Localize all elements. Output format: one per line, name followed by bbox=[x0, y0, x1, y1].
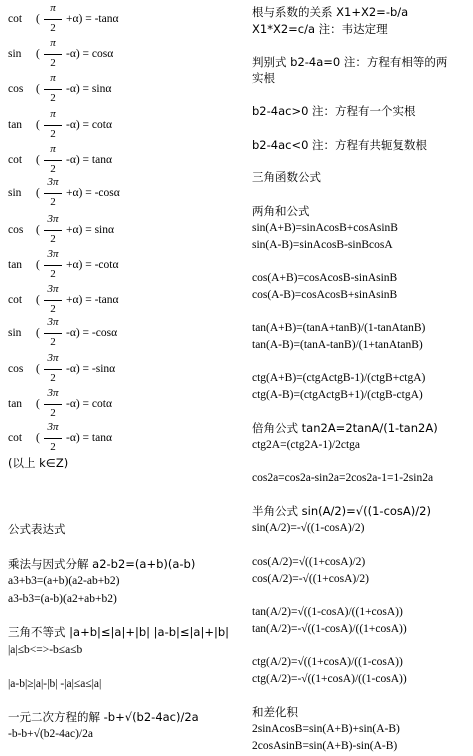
fraction-numerator: 3π bbox=[47, 248, 59, 260]
formula-line: -b-b+√(b2-4ac)/2a bbox=[8, 728, 93, 740]
fraction-numerator: 3π bbox=[47, 283, 59, 295]
formula-line: sin(A/2)=-√((1-cosA)/2) bbox=[252, 522, 365, 534]
fraction bbox=[42, 421, 64, 457]
fraction-bar bbox=[44, 265, 62, 266]
function-name: cot bbox=[8, 13, 23, 25]
fraction bbox=[42, 283, 64, 319]
formula-line: 一元二次方程的解 -b+√(b2-4ac)/2a bbox=[8, 710, 199, 724]
section-heading-sum-to-product: 和差化积 bbox=[252, 705, 298, 719]
section-heading-double: 倍角公式 tan2A=2tanA/(1-tan2A) bbox=[252, 421, 438, 435]
open-paren: ( bbox=[36, 224, 40, 236]
fraction bbox=[42, 387, 64, 423]
open-paren: ( bbox=[36, 83, 40, 95]
open-paren: ( bbox=[36, 119, 40, 131]
formula-result: +α) = -cosα bbox=[66, 187, 120, 199]
formula-result: -α) = -sinα bbox=[66, 363, 116, 375]
formula-result: -α) = cosα bbox=[66, 48, 114, 60]
fraction bbox=[42, 2, 64, 38]
open-paren: ( bbox=[36, 398, 40, 410]
fraction-denominator: 2 bbox=[50, 268, 56, 280]
open-paren: ( bbox=[36, 154, 40, 166]
formula-line: ctg(A/2)=√((1+cosA)/((1-cosA)) bbox=[252, 656, 403, 668]
formula-line: tan(A-B)=(tanA-tanB)/(1+tanAtanB) bbox=[252, 339, 423, 351]
fraction-bar bbox=[44, 300, 62, 301]
open-paren: ( bbox=[36, 259, 40, 271]
formula-line: ctg(A/2)=-√((1+cosA)/((1-cosA)) bbox=[252, 673, 407, 685]
fraction bbox=[42, 72, 64, 108]
fraction-bar bbox=[44, 369, 62, 370]
formula-line: cos(A+B)=cosAcosB-sinAsinB bbox=[252, 272, 398, 284]
formula-line: a3+b3=(a+b)(a2-ab+b2) bbox=[8, 575, 120, 587]
formula-line: ctg2A=(ctg2A-1)/2ctga bbox=[252, 439, 361, 451]
formula-line: tan(A/2)=-√((1-cosA)/((1+cosA)) bbox=[252, 623, 407, 635]
open-paren: ( bbox=[36, 187, 40, 199]
formula-line: a3-b3=(a-b)(a2+ab+b2) bbox=[8, 593, 117, 605]
open-paren: ( bbox=[36, 432, 40, 444]
open-paren: ( bbox=[36, 48, 40, 60]
fraction-numerator: π bbox=[50, 143, 56, 155]
fraction-denominator: 2 bbox=[50, 233, 56, 245]
formula-result: -α) = cotα bbox=[66, 398, 112, 410]
fraction bbox=[42, 316, 64, 352]
open-paren: ( bbox=[36, 327, 40, 339]
formula-line: sin(A+B)=sinAcosB+cosAsinB bbox=[252, 222, 398, 234]
fraction bbox=[42, 143, 64, 179]
formula-line: b2-4ac<0 注：方程有共轭复数根 bbox=[252, 138, 428, 152]
open-paren: ( bbox=[36, 294, 40, 306]
function-name: cot bbox=[8, 432, 23, 444]
fraction-numerator: π bbox=[50, 108, 56, 120]
fraction-denominator: 2 bbox=[50, 303, 56, 315]
formula-line: 2cosAsinB=sin(A+B)-sin(A-B) bbox=[252, 740, 398, 752]
fraction bbox=[42, 248, 64, 284]
formula-result: +α) = -cotα bbox=[66, 259, 119, 271]
fraction-denominator: 2 bbox=[50, 336, 56, 348]
formula-result: +α) = sinα bbox=[66, 224, 115, 236]
fraction-numerator: π bbox=[50, 37, 56, 49]
formula-result: -α) = tanα bbox=[66, 432, 112, 444]
formula-line: 2sinAcosB=sin(A+B)+sin(A-B) bbox=[252, 723, 400, 735]
function-name: tan bbox=[8, 259, 23, 271]
fraction-numerator: 3π bbox=[47, 421, 59, 433]
fraction-bar bbox=[44, 230, 62, 231]
fraction-bar bbox=[44, 193, 62, 194]
k-note: (以上 k∈Z) bbox=[8, 456, 69, 470]
open-paren: ( bbox=[36, 363, 40, 375]
fraction-numerator: 3π bbox=[47, 213, 59, 225]
fraction bbox=[42, 108, 64, 144]
fraction-numerator: 3π bbox=[47, 316, 59, 328]
function-name: cot bbox=[8, 154, 23, 166]
fraction-numerator: π bbox=[50, 72, 56, 84]
formula-line: 乘法与因式分解 a2-b2=(a+b)(a-b) bbox=[8, 557, 196, 571]
fraction-denominator: 2 bbox=[50, 196, 56, 208]
formula-line: cos(A/2)=√((1+cosA)/2) bbox=[252, 556, 366, 568]
function-name: tan bbox=[8, 398, 23, 410]
formula-line: 根与系数的关系 X1+X2=-b/a bbox=[252, 5, 409, 19]
formula-result: +α) = -tanα bbox=[66, 294, 119, 306]
formula-line: ctg(A+B)=(ctgActgB-1)/(ctgB+ctgA) bbox=[252, 372, 426, 384]
fraction-denominator: 2 bbox=[50, 163, 56, 175]
formula-line: cos(A/2)=-√((1+cosA)/2) bbox=[252, 573, 369, 585]
open-paren: ( bbox=[36, 13, 40, 25]
formula-line: X1*X2=c/a 注：韦达定理 bbox=[252, 22, 388, 36]
fraction-denominator: 2 bbox=[50, 92, 56, 104]
fraction bbox=[42, 37, 64, 73]
section-heading-formulas: 公式表达式 bbox=[8, 522, 66, 536]
fraction-denominator: 2 bbox=[50, 128, 56, 140]
fraction-numerator: 3π bbox=[47, 352, 59, 364]
fraction-bar bbox=[44, 125, 62, 126]
fraction-bar bbox=[44, 19, 62, 20]
function-name: sin bbox=[8, 327, 22, 339]
fraction-denominator: 2 bbox=[50, 407, 56, 419]
section-heading-trig: 三角函数公式 bbox=[252, 170, 321, 184]
fraction-denominator: 2 bbox=[50, 372, 56, 384]
fraction-bar bbox=[44, 404, 62, 405]
formula-line: |a-b|≥|a|-|b| -|a|≤a≤|a| bbox=[8, 678, 102, 690]
formula-line: |a|≤b<=>-b≤a≤b bbox=[8, 644, 83, 656]
formula-line: sin(A-B)=sinAcosB-sinBcosA bbox=[252, 239, 393, 251]
function-name: cos bbox=[8, 83, 24, 95]
function-name: sin bbox=[8, 48, 22, 60]
fraction-bar bbox=[44, 438, 62, 439]
formula-result: -α) = cotα bbox=[66, 119, 112, 131]
fraction-bar bbox=[44, 160, 62, 161]
fraction-numerator: π bbox=[50, 2, 56, 14]
formula-line: 判别式 b2-4a=0 注：方程有相等的两 bbox=[252, 55, 448, 69]
formula-line: tan(A/2)=√((1-cosA)/((1+cosA)) bbox=[252, 606, 403, 618]
formula-result: -α) = tanα bbox=[66, 154, 112, 166]
formula-line: cos(A-B)=cosAcosB+sinAsinB bbox=[252, 289, 398, 301]
function-name: tan bbox=[8, 119, 23, 131]
formula-line: tan(A+B)=(tanA+tanB)/(1-tanAtanB) bbox=[252, 322, 426, 334]
function-name: cos bbox=[8, 224, 24, 236]
formula-result: -α) = sinα bbox=[66, 83, 112, 95]
function-name: cos bbox=[8, 363, 24, 375]
formula-result: -α) = -cosα bbox=[66, 327, 118, 339]
function-name: sin bbox=[8, 187, 22, 199]
formula-line: cos2a=cos2a-sin2a=2cos2a-1=1-2sin2a bbox=[252, 472, 434, 484]
formula-result: +α) = -tanα bbox=[66, 13, 119, 25]
fraction bbox=[42, 352, 64, 388]
formula-line: b2-4ac>0 注：方程有一个实根 bbox=[252, 104, 416, 118]
fraction-denominator: 2 bbox=[50, 441, 56, 453]
fraction-denominator: 2 bbox=[50, 57, 56, 69]
function-name: cot bbox=[8, 294, 23, 306]
fraction-bar bbox=[44, 54, 62, 55]
section-heading-sum: 两角和公式 bbox=[252, 204, 310, 218]
fraction-numerator: 3π bbox=[47, 387, 59, 399]
fraction-bar bbox=[44, 89, 62, 90]
fraction-numerator: 3π bbox=[47, 176, 59, 188]
fraction-denominator: 2 bbox=[50, 22, 56, 34]
formula-line: ctg(A-B)=(ctgActgB+1)/(ctgB-ctgA) bbox=[252, 389, 423, 401]
fraction-bar bbox=[44, 333, 62, 334]
section-heading-half: 半角公式 sin(A/2)=√((1-cosA)/2) bbox=[252, 504, 431, 518]
formula-line: 三角不等式 |a+b|≤|a|+|b| |a-b|≤|a|+|b| bbox=[8, 625, 230, 639]
fraction bbox=[42, 213, 64, 249]
fraction bbox=[42, 176, 64, 212]
formula-line: 实根 bbox=[252, 71, 275, 85]
